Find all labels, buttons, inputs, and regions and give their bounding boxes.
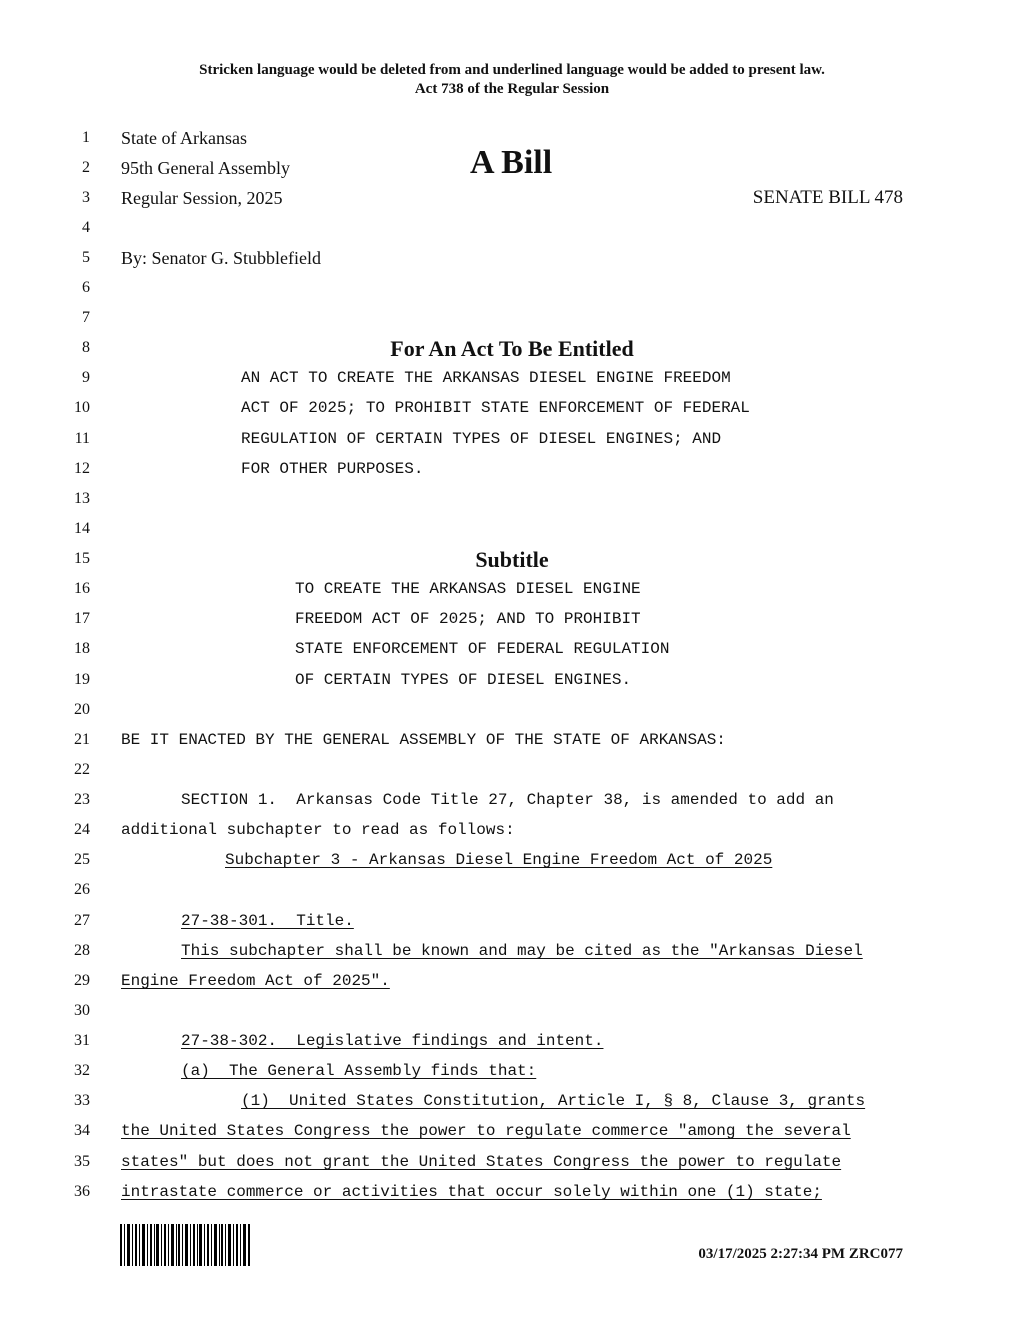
section-302-paragraph: the United States Congress the power to regulate commerce "among the several: [121, 1122, 851, 1140]
section-302-subsection-a: (a) The General Assembly finds that:: [181, 1062, 537, 1080]
section-301-text: This subchapter shall be known and may be cited as the "Arkansas Diesel: [181, 942, 863, 960]
line-number: 36: [74, 1183, 90, 1200]
title-line: ACT OF 2025; TO PROHIBIT STATE ENFORCEMENT OF FEDERAL: [241, 399, 750, 417]
section-301-heading: 27-38-301. Title.: [181, 912, 354, 930]
line-number: 8: [82, 339, 90, 356]
bill-number: SENATE BILL 478: [752, 187, 903, 208]
line-number: 28: [74, 942, 90, 959]
section-302-paragraph: intrastate commerce or activities that occur solely within one (1) state;: [121, 1183, 822, 1201]
subtitle-line: STATE ENFORCEMENT OF FEDERAL REGULATION: [295, 640, 670, 658]
line-number: 31: [74, 1032, 90, 1049]
line-number: 6: [82, 279, 90, 296]
line-number: 26: [74, 881, 90, 898]
line-number: 27: [74, 912, 90, 929]
line-number: 35: [74, 1153, 90, 1170]
line-number: 18: [74, 640, 90, 657]
line-number: 19: [74, 671, 90, 688]
line-number: 11: [74, 430, 90, 447]
section-1-text: additional subchapter to read as follows:: [121, 821, 515, 839]
line-number: 17: [74, 610, 90, 627]
subtitle-line: OF CERTAIN TYPES OF DIESEL ENGINES.: [295, 671, 632, 689]
line-number: 2: [82, 159, 90, 176]
line-number: 15: [74, 550, 90, 567]
subtitle-heading: Subtitle: [475, 547, 549, 572]
line-number: 13: [74, 490, 90, 507]
line-number: 22: [74, 761, 90, 778]
subtitle-line: TO CREATE THE ARKANSAS DIESEL ENGINE: [295, 580, 641, 598]
section-1-text: SECTION 1. Arkansas Code Title 27, Chapter 38, is amended to add an: [181, 791, 834, 809]
line-number: 23: [74, 791, 90, 808]
line-number: 3: [82, 189, 90, 206]
sponsor: By: Senator G. Stubblefield: [121, 248, 321, 268]
line-number: 29: [74, 972, 90, 989]
line-number: 25: [74, 851, 90, 868]
line-number: 10: [74, 399, 90, 416]
amendment-notice: Stricken language would be deleted from and underlined language would be added to present law.: [199, 62, 825, 78]
section-302-heading: 27-38-302. Legislative findings and intent.: [181, 1032, 604, 1050]
title-line: AN ACT TO CREATE THE ARKANSAS DIESEL ENGINE FREEDOM: [241, 369, 731, 387]
section-302-paragraph: (1) United States Constitution, Article I, § 8, Clause 3, grants: [241, 1092, 866, 1110]
line-number: 9: [82, 369, 90, 386]
line-number: 14: [74, 520, 90, 537]
line-number: 33: [74, 1092, 90, 1109]
line-number: 21: [74, 731, 90, 748]
line-number: 16: [74, 580, 90, 597]
line-number: 5: [82, 249, 90, 266]
line-number: 12: [74, 460, 90, 477]
subchapter-title: Subchapter 3 - Arkansas Diesel Engine Freedom Act of 2025: [225, 851, 773, 869]
line-number: 20: [74, 701, 90, 718]
line-number: 32: [74, 1062, 90, 1079]
enacting-clause: BE IT ENACTED BY THE GENERAL ASSEMBLY OF THE STATE OF ARKANSAS:: [121, 731, 726, 749]
timestamp-stamp: 03/17/2025 2:27:34 PM ZRC077: [698, 1246, 903, 1262]
line-number: 4: [82, 219, 90, 236]
line-number: 34: [74, 1122, 90, 1139]
line-number: 24: [74, 821, 90, 838]
line-number: 30: [74, 1002, 90, 1019]
section-302-paragraph: states" but does not grant the United States Congress the power to regulate: [121, 1153, 842, 1171]
line-number: 7: [82, 309, 90, 326]
act-number: Act 738 of the Regular Session: [414, 81, 610, 97]
section-301-text: Engine Freedom Act of 2025".: [121, 972, 390, 990]
title-heading: For An Act To Be Entitled: [390, 336, 634, 361]
general-assembly: 95th General Assembly: [121, 158, 290, 178]
title-line: FOR OTHER PURPOSES.: [241, 460, 424, 478]
document-type-title: A Bill: [470, 144, 553, 181]
barcode-icon: [120, 1224, 250, 1266]
state-name: State of Arkansas: [121, 128, 247, 148]
subtitle-line: FREEDOM ACT OF 2025; AND TO PROHIBIT: [295, 610, 641, 628]
line-number: 1: [82, 129, 90, 146]
title-line: REGULATION OF CERTAIN TYPES OF DIESEL ENGINES; AND: [241, 430, 722, 448]
session-name: Regular Session, 2025: [121, 188, 283, 208]
